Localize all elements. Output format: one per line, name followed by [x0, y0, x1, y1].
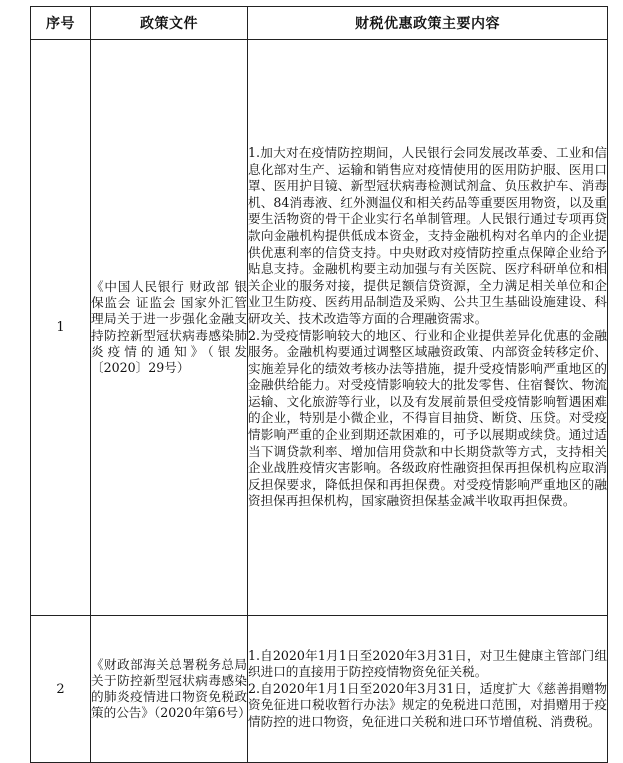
header-policy-document: 政策文件: [91, 7, 248, 40]
table-row: [31, 40, 608, 616]
policy-item: 2.自2020年1月1日至2020年3月31日，适度扩大《慈善捐赠物资免征进口税收暂行办法》规定的免税进口范围，对捐赠用于疫情防控的进口物资，免征进口关税和进口环节增值税、消费税。: [248, 680, 607, 729]
table-row: [31, 616, 608, 763]
row-policy-document: 《财政部海关总署税务总局关于防控新型冠状病毒感染的肺炎疫情进口物资免税政策的公告》（2020年第6号）: [91, 616, 248, 763]
row-policy-content: [248, 40, 608, 616]
header-serial-number: 序号: [31, 7, 91, 40]
policy-item: 1.加大对在疫情防控期间，人民银行会同发展改革委、工业和信息化部对生产、运输和销售应对疫情使用的医用防护服、医用口罩、医用护目镜、新型冠状病毒检测试剂盒、负压救护车、消毒机、84消毒液、红外测温仪和相关药品等重要医用物资，以及重要生活物资的骨干企业实行名单制管理。人民银行通过专项再贷款向金融机构提供低成本资金，支持金融机构对名单内的企业提供优惠利率的信贷支持。中央财政对疫情防控重点保障企业给予贴息支持。金融机构要主动加强与有关医院、医疗科研单位和相关企业的服务对接，提供足额信贷资源，全力满足相关单位和企业卫生防疫、医药用品制造及采购、公共卫生基础设施建设、科研攻关、技术改造等方面的合理融资需求。: [248, 144, 607, 326]
row-serial-number: 1: [31, 40, 91, 616]
table-header-row: [31, 7, 608, 40]
header-policy-content: 财税优惠政策主要内容: [248, 7, 608, 40]
row-serial-number: 2: [31, 616, 91, 763]
row-policy-content: [248, 616, 608, 763]
policy-table: [30, 6, 608, 763]
row-policy-document: 《中国人民银行 财政部 银保监会 证监会 国家外汇管理局关于进一步强化金融支持防控新型冠状病毒感染肺炎疫情的通知》（银发〔2020〕29号）: [91, 40, 248, 616]
policy-item: 1.自2020年1月1日至2020年3月31日，对卫生健康主管部门组织进口的直接用于防控疫情物资免征关税。: [248, 647, 607, 680]
policy-item: 2.为受疫情影响较大的地区、行业和企业提供差异化优惠的金融服务。金融机构要通过调整区域融资政策、内部资金转移定价、实施差异化的绩效考核办法等措施，提升受疫情影响严重地区的金融供给能力。对受疫情影响较大的批发零售、住宿餐饮、物流运输、文化旅游等行业，以及有发展前景但受疫情影响暂遇困难的企业，特别是小微企业，不得盲目抽贷、断贷、压贷。对受疫情影响严重的企业到期还款困难的，可予以展期或续贷。通过适当下调贷款利率、增加信用贷款和中长期贷款等方式，支持相关企业战胜疫情灾害影响。各级政府性融资担保再担保机构应取消反担保要求，降低担保和再担保费。对受疫情影响严重地区的融资担保再担保机构，国家融资担保基金减半收取再担保费。: [248, 327, 607, 509]
